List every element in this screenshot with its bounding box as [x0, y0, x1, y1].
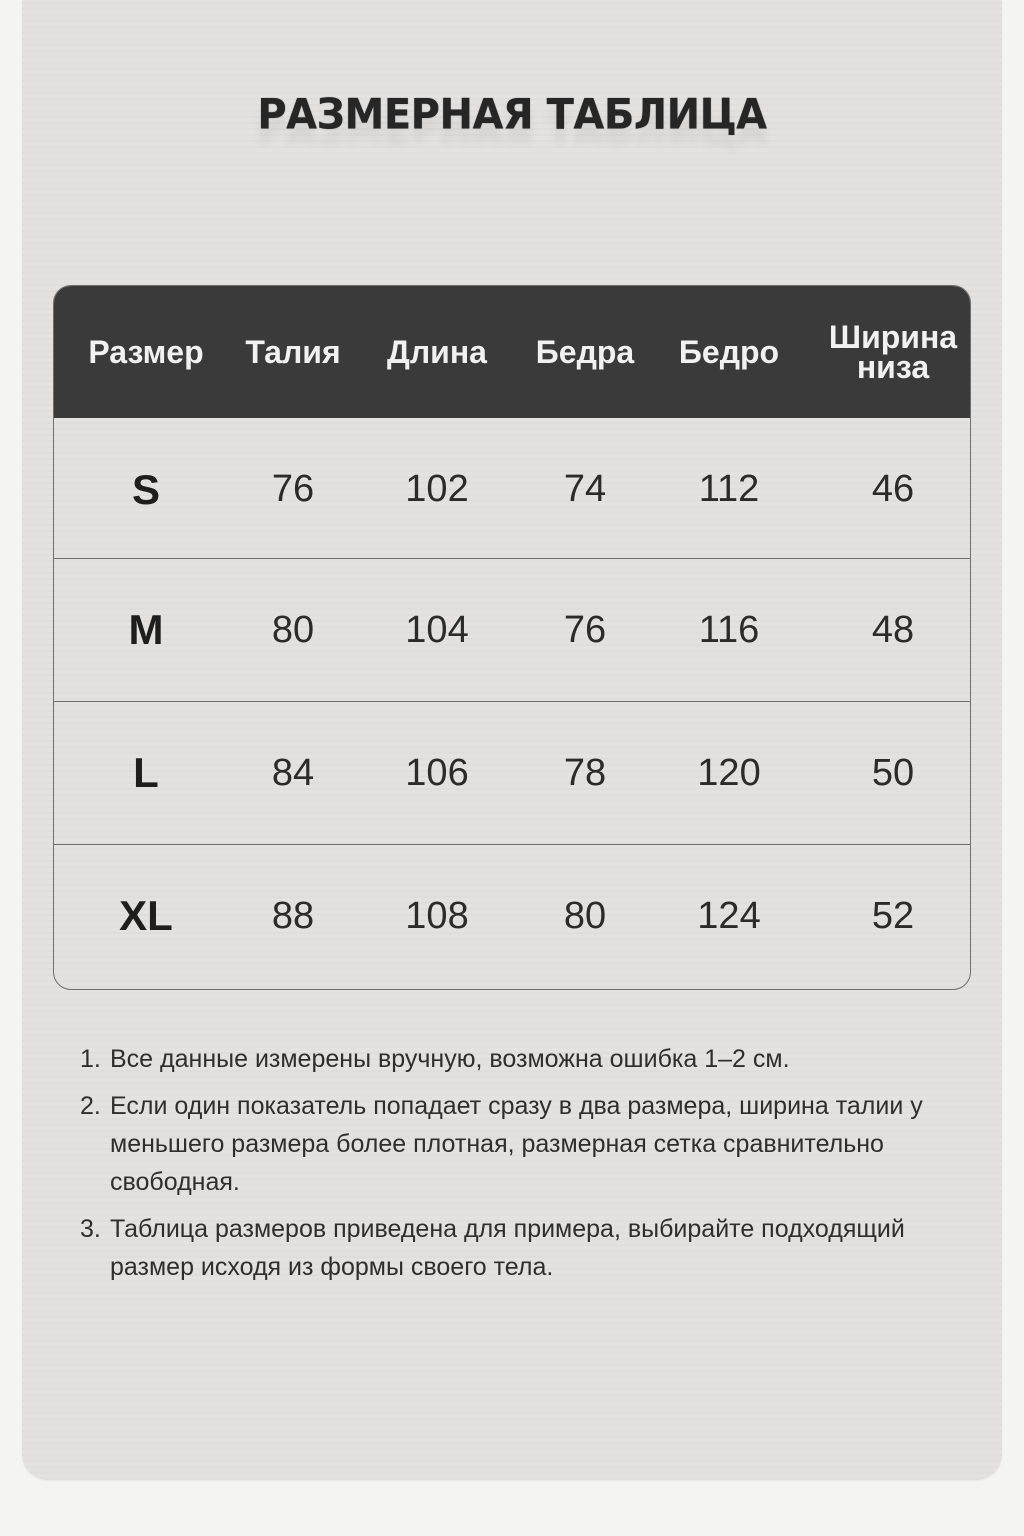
cell-size: L: [133, 749, 159, 796]
size-chart-card: [22, 0, 1002, 1480]
cell-thigh: 120: [697, 751, 761, 794]
table-row: [54, 558, 970, 701]
cell-waist: 84: [271, 751, 315, 794]
note-number: 1.: [80, 1045, 101, 1073]
note-text: Таблица размеров приведена для примера, выбирайте подходящий размер исходя из формы своего тела.: [110, 1215, 905, 1281]
header-hem-width: Ширина низа: [828, 319, 958, 385]
table-row: [54, 418, 970, 561]
header-size: Размер: [88, 334, 204, 370]
cell-waist: 88: [271, 894, 315, 937]
cell-thigh: 124: [697, 894, 761, 937]
note-item: [80, 1210, 990, 1286]
cell-size: M: [128, 606, 164, 653]
table-row: [54, 701, 970, 844]
cell-size: S: [131, 465, 160, 513]
note-text: Все данные измерены вручную, возможна ошибка 1–2 см.: [110, 1045, 790, 1073]
header-length: Длина: [387, 334, 487, 370]
cell-hem-width: 48: [871, 608, 915, 651]
page-title: РАЗМЕРНАЯ ТАБЛИЦА: [257, 90, 767, 140]
note-item: [80, 1040, 990, 1078]
header-waist: Талия: [245, 334, 341, 370]
notes-list: [80, 1040, 990, 1295]
cell-length: 106: [405, 751, 469, 794]
note-number: 3.: [80, 1215, 101, 1243]
cell-hips: 76: [563, 608, 607, 651]
note-number: 2.: [80, 1092, 101, 1120]
header-hips: Бедра: [535, 334, 635, 370]
cell-hips: 74: [563, 468, 607, 510]
cell-length: 102: [405, 468, 469, 510]
cell-thigh: 116: [698, 608, 760, 651]
cell-length: 108: [405, 894, 469, 937]
table-row: [54, 844, 970, 987]
cell-hem-width: 46: [871, 468, 915, 510]
cell-hem-width: 50: [871, 751, 915, 794]
cell-hips: 80: [563, 894, 607, 937]
note-text: Если один показатель попадает сразу в два размера, ширина талии у меньшего размера более плотная, размерная сетка сравнительно свободная.: [110, 1092, 923, 1196]
size-table: [53, 285, 971, 990]
cell-waist: 80: [271, 608, 315, 651]
cell-thigh: 112: [698, 468, 760, 510]
note-item: [80, 1087, 990, 1201]
table-header: [54, 286, 970, 418]
cell-length: 104: [405, 608, 469, 651]
cell-hips: 78: [563, 751, 607, 794]
cell-size: XL: [119, 892, 173, 939]
cell-waist: 76: [271, 468, 315, 510]
header-thigh: Бедро: [678, 334, 780, 370]
cell-hem-width: 52: [871, 894, 915, 937]
